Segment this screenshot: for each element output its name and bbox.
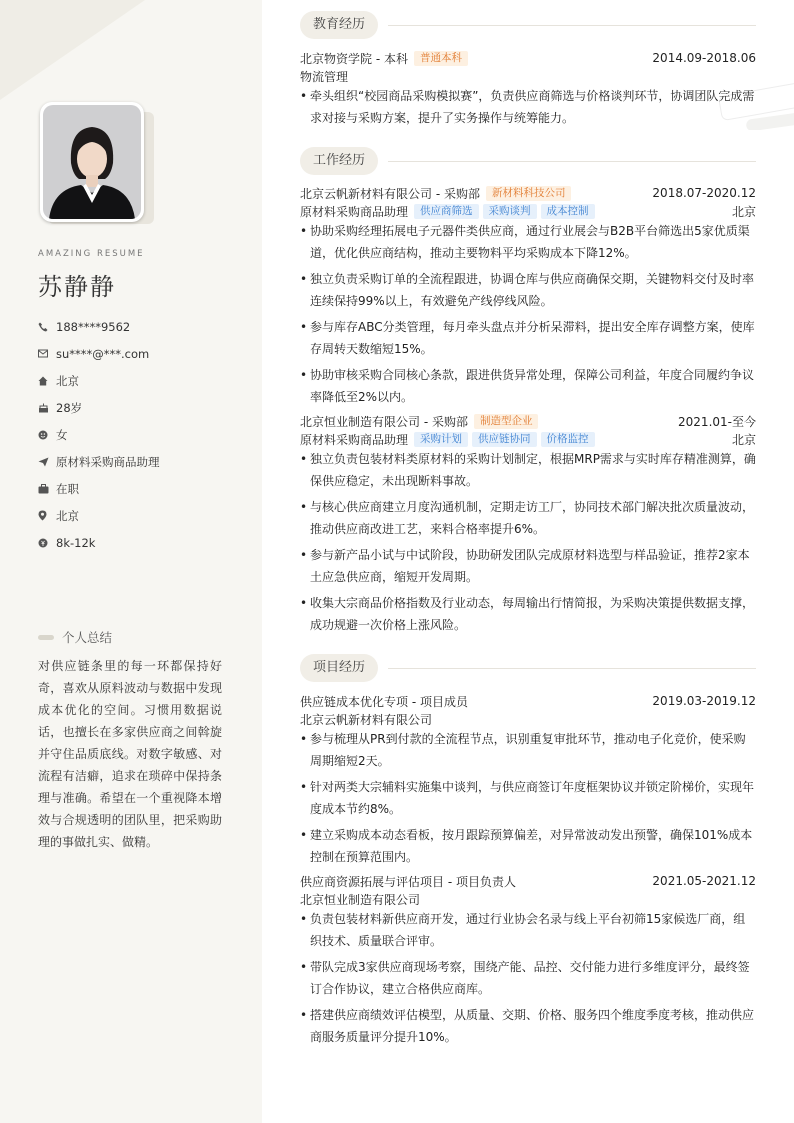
job-bullet: • 协助采购经理拓展电子元器件类供应商，通过行业展会与B2B平台筛选出5家优质渠道，优化供应商结构，推动主要物料平均采购成本下降12%。: [300, 220, 756, 264]
job-role-row: [300, 430, 756, 448]
salary-icon: [38, 538, 56, 548]
project-header: [300, 692, 756, 710]
education-header: [300, 49, 756, 67]
gender-icon: [38, 430, 56, 440]
education-bullet: • 牵头组织“校园商品采购模拟赛”，负责供应商筛选与价格谈判环节，协调团队完成需求对接与采购方案，提升了实务操作与统筹能力。: [300, 85, 756, 129]
location-text: 北京: [56, 508, 79, 523]
major: 物流管理: [300, 69, 349, 84]
job-bullet: • 独立负责包装材料类原材料的采购计划制定，根据MRP需求与实时库存精准测算，确保供应稳定，未出现断料事故。: [300, 448, 756, 492]
status-text: 在职: [56, 481, 79, 496]
job-role: 原材料采购商品助理: [300, 432, 409, 447]
phone-text: 188****9562: [56, 319, 131, 334]
job-header: [300, 184, 756, 202]
skill-tag: 供应商筛选: [414, 204, 479, 219]
section-divider: [388, 161, 756, 162]
job-city: 北京: [731, 204, 756, 219]
resume-label: AMAZING RESUME: [38, 249, 145, 259]
info-gender: [38, 421, 160, 448]
info-age: [38, 394, 160, 421]
project-org: 北京恒业制造有限公司: [300, 892, 421, 907]
mail-icon: [38, 349, 56, 358]
project-date: 2021.05-2021.12: [652, 874, 756, 888]
section-title-education: 教育经历: [300, 11, 378, 39]
project-header: [300, 872, 756, 890]
project-bullet: • 搭建供应商绩效评估模型，从质量、交期、价格、服务四个维度季度考核，推动供应商服务质量评分提升10%。: [300, 1004, 756, 1048]
skill-tag: 价格监控: [541, 432, 595, 447]
company-tag: 新材料科技公司: [486, 186, 572, 201]
home-text: 北京: [56, 373, 79, 388]
company-name: 北京云帆新材料有限公司 - 采购部: [300, 186, 480, 201]
job-role: 原材料采购商品助理: [300, 204, 409, 219]
cake-icon: [38, 403, 56, 413]
summary-heading: [38, 628, 112, 646]
position-text: 原材料采购商品助理: [56, 454, 160, 469]
summary-text: 对供应链条里的每一环都保持好奇，喜欢从原料波动与数据中发现成本优化的空间。习惯用数据说话，也擅长在多家供应商之间斡旋并守住品质底线。对数字敏感、对流程有洁癖，追求在琐碎中保持条理与准确。希望在一个重视降本增效与合规透明的团队里，把采购助理的事做扎实、做精。: [38, 659, 222, 849]
skill-tag: 成本控制: [541, 204, 595, 219]
info-location: [38, 502, 160, 529]
section-projects: [300, 654, 756, 682]
job-header: [300, 412, 756, 430]
section-work: [300, 147, 756, 175]
project-org-row: [300, 710, 756, 728]
info-position: [38, 448, 160, 475]
section-divider: [388, 25, 756, 26]
corner-decoration: [0, 0, 145, 100]
company-tag: 制造型企业: [474, 414, 539, 429]
section-title-work: 工作经历: [300, 147, 378, 175]
job-bullet: • 与核心供应商建立月度沟通机制，定期走访工厂，协同技术部门解决批次质量波动，推动供应商改进工艺，来料合格率提升6%。: [300, 496, 756, 540]
job-bullet: • 参与库存ABC分类管理，每月牵头盘点并分析呆滞料，提出安全库存调整方案，使库存周转天数缩短15%。: [300, 316, 756, 360]
candidate-name: 苏静静: [38, 273, 116, 301]
project-name: 供应链成本优化专项 - 项目成员: [300, 694, 468, 709]
salary-text: 8k-12k: [56, 535, 96, 550]
job-bullet: • 收集大宗商品价格指数及行业动态，每周输出行情简报，为采购决策提供数据支撑，成功规避一次价格上涨风险。: [300, 592, 756, 636]
profile-photo: [40, 102, 144, 222]
job-city: 北京: [731, 432, 756, 447]
info-status: [38, 475, 160, 502]
project-bullet: • 参与梳理从PR到付款的全流程节点，识别重复审批环节，推动电子化竞价，使采购周期缩短2天。: [300, 728, 756, 772]
project-bullet: • 建立采购成本动态看板，按月跟踪预算偏差，对异常波动发出预警，确保101%成本控制在预算范围内。: [300, 824, 756, 868]
job-bullet: • 独立负责采购订单的全流程跟进，协调仓库与供应商确保交期，关键物料交付及时率连续保持99%以上，有效避免产线停线风险。: [300, 268, 756, 312]
briefcase-icon: [38, 484, 56, 494]
contact-info: [38, 313, 160, 556]
phone-icon: [38, 322, 56, 332]
location-pin-icon: [38, 510, 56, 521]
job-date: 2018.07-2020.12: [652, 186, 756, 200]
summary-title: 个人总结: [62, 630, 113, 645]
project-date: 2019.03-2019.12: [652, 694, 756, 708]
gender-text: 女: [56, 427, 68, 442]
education-date: 2014.09-2018.06: [652, 51, 756, 65]
section-title-projects: 项目经历: [300, 654, 378, 682]
project-bullet: • 负责包装材料新供应商开发，通过行业协会名录与线上平台初筛15家候选厂商，组织技术、质量联合评审。: [300, 908, 756, 952]
project-bullet: • 针对两类大宗辅料实施集中谈判，与供应商签订年度框架协议并锁定阶梯价，实现年度成本节约8%。: [300, 776, 756, 820]
info-home: [38, 367, 160, 394]
company-name: 北京恒业制造有限公司 - 采购部: [300, 414, 468, 429]
info-email: [38, 340, 160, 367]
send-icon: [38, 457, 56, 467]
project-org: 北京云帆新材料有限公司: [300, 712, 433, 727]
section-education: [300, 11, 756, 39]
home-icon: [38, 376, 56, 386]
school-name: 北京物资学院 - 本科: [300, 51, 408, 66]
email-text: su****@***.com: [56, 346, 150, 361]
job-bullet: • 协助审核采购合同核心条款，跟进供货异常处理，保障公司利益，年度合同履约争议率降低至2%以内。: [300, 364, 756, 408]
section-divider: [388, 668, 756, 669]
info-phone: [38, 313, 160, 340]
project-org-row: [300, 890, 756, 908]
portrait-image: [43, 105, 141, 219]
project-bullet: • 带队完成3家供应商现场考察，围绕产能、品控、交付能力进行多维度评分，最终签订合作协议，建立合格供应商库。: [300, 956, 756, 1000]
job-role-row: [300, 202, 756, 220]
skill-tag: 采购计划: [414, 432, 468, 447]
skill-tag: 采购谈判: [483, 204, 537, 219]
sidebar: [0, 0, 262, 1123]
education-major-row: [300, 67, 756, 85]
summary-bar-decoration: [38, 635, 54, 640]
info-salary: [38, 529, 160, 556]
avatar: [40, 102, 154, 226]
project-name: 供应商资源拓展与评估项目 - 项目负责人: [300, 874, 516, 889]
job-bullet: • 参与新产品小试与中试阶段，协助研发团队完成原材料选型与样品验证，推荐2家本土应急供应商，缩短开发周期。: [300, 544, 756, 588]
job-date: 2021.01-至今: [678, 414, 756, 429]
school-tag: 普通本科: [414, 51, 468, 66]
age-text: 28岁: [56, 400, 83, 415]
skill-tag: 供应链协同: [472, 432, 537, 447]
